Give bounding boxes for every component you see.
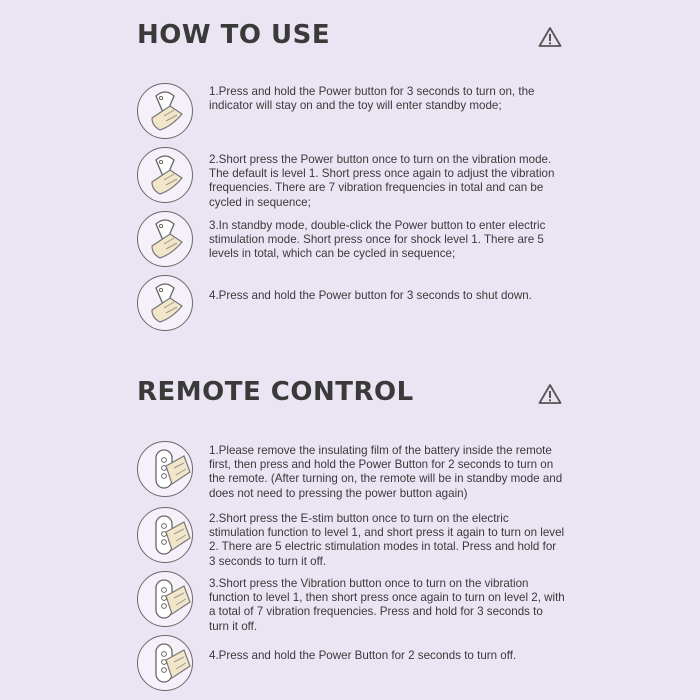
step-text: 3.Short press the Vibration button once to turn on the vibration function to level 1, then short press once again to turn on level 2, with a total of 7 vibration frequencies. Press and hold for 3 seconds to turn it off. <box>209 577 565 633</box>
warning-icon <box>538 383 562 405</box>
toy-hand-press-icon <box>137 275 193 331</box>
warning-icon <box>538 26 562 48</box>
remote-hand-press-icon <box>137 571 193 627</box>
step-text: 2.Short press the E-stim button once to turn on the electric stimulation function to level 1, and short press it again to turn on level 2. There are 5 electric stimulation modes in total. Press and hold for 3 seconds to turn it off. <box>209 512 565 568</box>
step-text: 4.Press and hold the Power button for 3 seconds to shut down. <box>209 289 532 302</box>
toy-hand-press-icon <box>137 147 193 203</box>
step-text: 1.Press and hold the Power button for 3 seconds to turn on, the indicator will stay on and the toy will enter standby mode; <box>209 85 535 113</box>
remote-hand-press-icon <box>137 441 193 497</box>
remote-hand-press-icon <box>137 507 193 563</box>
step-text: 4.Press and hold the Power Button for 2 seconds to turn off. <box>209 649 517 662</box>
step-text: 2.Short press the Power button once to turn on the vibration mode. The default is level 1. Short press once again to adjust the vibration frequencies. There are 7 vibration frequencies in total and can be cycled in sequence; <box>209 153 555 209</box>
toy-hand-press-icon <box>137 83 193 139</box>
toy-hand-press-icon <box>137 211 193 267</box>
step-text: 1.Please remove the insulating film of the battery inside the remote first, then press and hold the Power Button for 2 seconds to turn on the remote. (After turning on, the remote will be in standby mode and does not need to pressing the power button again) <box>209 444 563 500</box>
remote-control-title: REMOTE CONTROL <box>137 377 414 407</box>
how-to-use-title: HOW TO USE <box>137 20 331 50</box>
step-text: 3.In standby mode, double-click the Power button to enter electric stimulation mode. Short press once for shock level 1. There are 5 levels in total, which can be cycled in sequence; <box>209 219 546 261</box>
remote-hand-press-icon <box>137 635 193 691</box>
